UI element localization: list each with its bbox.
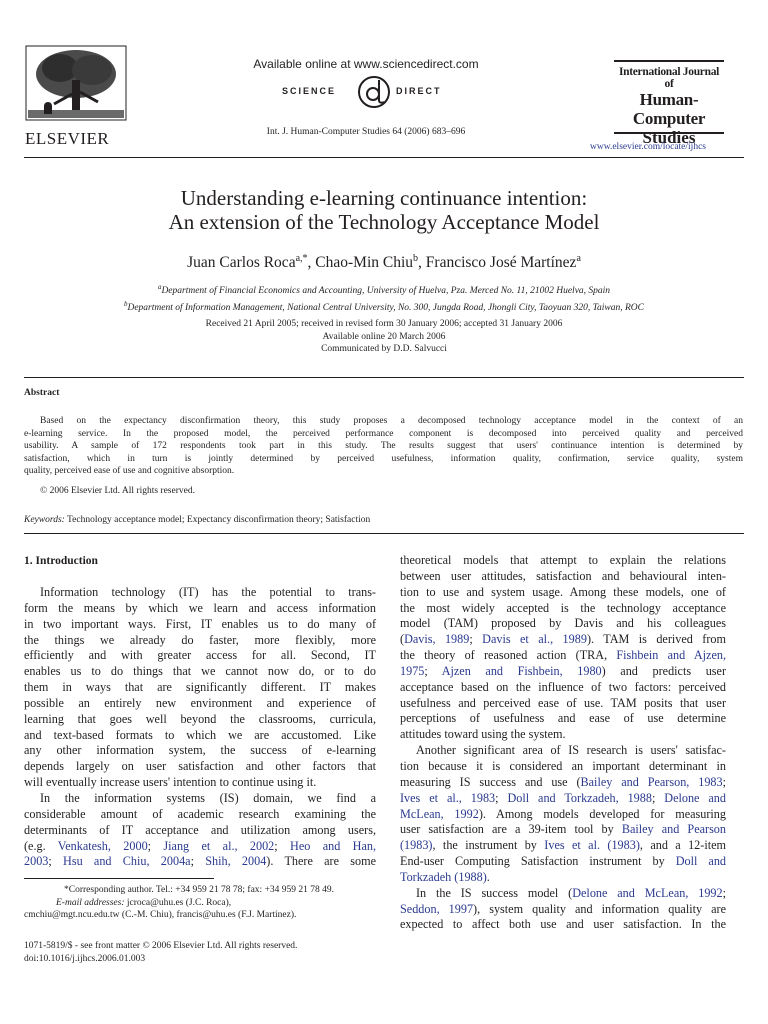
journal-name-line3: Studies (642, 128, 696, 147)
text-line (24, 839, 376, 855)
text-span: the most widely accepted is the technology acceptance (400, 600, 726, 615)
available-date: Available online 20 March 2006 (322, 331, 446, 342)
text-line (24, 712, 376, 728)
author-separator: , (418, 254, 426, 272)
email-line2: cmchiu@mgt.ncu.edu.tw (C.-M. Chiu), francis@uhu.es (F.J. Martínez). (24, 910, 297, 920)
sciencedirect-at-icon (356, 74, 392, 110)
text-span: considerable amount of academic research examining the (24, 806, 376, 821)
text-line (400, 711, 726, 727)
citation-link[interactable]: Seddon, 1997 (400, 901, 474, 916)
abstract-line: satisfaction, which in turn is jointly determined by perceived usefulness, information quality, confirmation, service quality, system (24, 453, 743, 464)
text-span: enables us to do things that we cannot now do, or to do (24, 664, 376, 679)
elsevier-logo (24, 44, 128, 148)
text-line (24, 791, 376, 807)
journal-reference: Int. J. Human-Computer Studies 64 (2006) 683–696 (266, 127, 466, 137)
abstract-top-divider (24, 377, 744, 378)
abstract-heading: Abstract (24, 388, 60, 398)
abstract-bottom-divider (24, 533, 744, 534)
text-span: Information technology (IT) has the potential to trans- (40, 585, 376, 599)
journal-url-link[interactable]: www.elsevier.com/locate/ijhcs (590, 142, 706, 152)
citation-link[interactable]: Venkatesh, 2000 (57, 838, 148, 853)
text-span: ) and predicts user (601, 663, 727, 678)
citation-link[interactable]: Torkzadeh (1988) (400, 869, 487, 884)
text-line (400, 791, 726, 807)
text-line (400, 727, 726, 743)
text-span: ; (469, 632, 483, 647)
text-span: ; (495, 790, 508, 805)
elsevier-tree-icon (24, 44, 128, 122)
text-span: efficiently and with greater access for all. Second, IT (24, 648, 376, 663)
text-span: ). TAM is derived from (586, 632, 726, 647)
intro-right-column (400, 553, 726, 933)
text-line (400, 664, 726, 680)
text-line (24, 823, 376, 839)
text-span: ; (147, 838, 164, 853)
citation-link[interactable]: McLean, 1992 (400, 806, 479, 821)
text-line (24, 743, 376, 759)
text-span: ; (651, 790, 665, 805)
text-span: usefulness and perceived ease of use. TAM posits that user (400, 695, 726, 710)
abstract-copyright: © 2006 Elsevier Ltd. All rights reserved. (40, 486, 195, 496)
text-line (24, 775, 376, 791)
publisher-name: ELSEVIER (25, 129, 110, 148)
text-line (400, 807, 726, 823)
affiliations (24, 281, 744, 314)
text-span: in two important ways. First, IT enables us to do many of (24, 616, 376, 631)
text-line (24, 601, 376, 617)
text-line (400, 632, 726, 648)
text-span: ). Among models developed for measuring (478, 806, 726, 821)
communicated-by: Communicated by D.D. Salvucci (321, 344, 447, 354)
citation-link[interactable]: 1975 (400, 663, 425, 678)
text-span: tion because it is considered an important determinant in (400, 758, 726, 773)
text-span: ), system quality and information quality are (473, 901, 727, 916)
text-span: tion to use and system usage. Among these models, one of (400, 584, 726, 599)
text-line (400, 648, 726, 664)
text-span: In the IS success model ( (416, 885, 573, 900)
citation-link[interactable]: Delone and McLean, 1992 (572, 885, 723, 900)
citation-link[interactable]: Davis et al., 1989 (482, 632, 587, 647)
abstract-line: usability. A sample of 172 respondents took part in this study. The results suggest that users' continuance intention is determined by (24, 441, 743, 451)
author-affiliation-mark: a,* (295, 253, 308, 264)
title-line2: An extension of the Technology Acceptance Model (168, 210, 600, 234)
intro-left-column (24, 585, 376, 870)
affiliation-mark: b (123, 299, 128, 308)
text-span: the theory of reasoned action (TRA, (400, 648, 617, 663)
text-span: In the information systems (IS) domain, we find a (40, 790, 376, 805)
journal-masthead (614, 60, 724, 147)
abstract-line: Based on the expectancy disconfirmation theory, this study proposes a decomposed technology acceptance model in the context of an (40, 416, 743, 426)
text-line (24, 696, 376, 712)
direct-wordmark: DIRECT (396, 86, 442, 96)
text-span: End-user Computing Satisfaction instrument by (400, 854, 676, 869)
article-title (24, 186, 744, 234)
text-line (24, 759, 376, 775)
text-span: ( (400, 632, 405, 647)
text-line (400, 822, 726, 838)
abstract-line: e-learning service. In the proposed model, the perceived performance component is decomposed into perceived quality and perceived (24, 428, 743, 439)
text-line (24, 807, 376, 823)
text-line (400, 553, 726, 569)
citation-link[interactable]: Doll and Torkzadeh, 1988 (507, 790, 652, 805)
available-online-text: Available online at www.sciencedirect.com (253, 57, 479, 71)
text-span: between user attitudes, satisfaction and behavioural inten- (400, 568, 726, 583)
text-line (400, 838, 726, 854)
text-span: (e.g. (24, 838, 58, 853)
text-line (400, 696, 726, 712)
text-span: the things we already do faster, more flexibly, more (24, 632, 376, 647)
text-span: ; (424, 663, 442, 678)
header-divider (24, 157, 744, 158)
text-span: theoretical models that attempt to explain the relations (400, 553, 726, 567)
author-name: Francisco José Martínez (425, 254, 577, 272)
text-line (400, 601, 726, 617)
citation-link[interactable]: 2003 (24, 854, 49, 869)
text-span: ; (274, 838, 291, 853)
text-line (400, 917, 726, 933)
text-span: ; (722, 774, 726, 789)
text-line (400, 870, 726, 886)
author-separator: , (307, 254, 316, 272)
text-line (24, 680, 376, 696)
corresponding-author: *Corresponding author. Tel.: +34 959 21 78 78; fax: +34 959 21 78 49. (64, 885, 335, 895)
citation-link[interactable]: Ives et al., 1983 (400, 790, 496, 805)
science-wordmark: SCIENCE (282, 86, 337, 96)
text-span: ; (722, 885, 726, 900)
text-span: ; (190, 854, 206, 869)
citation-link[interactable]: Heo and Han, (290, 838, 376, 853)
sciencedirect-logo (272, 74, 472, 110)
text-span: will eventually increase users' intention to continue using it. (24, 775, 317, 790)
text-span: perceptions of usefulness and ease of use determine (400, 711, 726, 726)
keywords-label: Keywords: (24, 515, 65, 525)
citation-link[interactable]: Shih, 2004 (205, 854, 267, 869)
text-span: learning that goes well beyond the classrooms, curricula, (24, 711, 376, 726)
text-line (24, 854, 376, 870)
author-list (24, 253, 744, 272)
text-span: , the instrument by (432, 838, 545, 853)
affiliation-mark: a (157, 283, 162, 291)
keywords-text: Technology acceptance model; Expectancy disconfirmation theory; Satisfaction (67, 515, 371, 525)
text-line (400, 585, 726, 601)
text-span: form the means by which we learn and access information (24, 600, 376, 615)
citation-link[interactable]: Doll and (675, 854, 727, 869)
article-dates (24, 318, 744, 356)
keywords (24, 514, 744, 527)
doi-line: doi:10.1016/j.ijhcs.2006.01.003 (24, 953, 146, 964)
author-name: Chao-Min Chiu (315, 254, 414, 272)
text-line (400, 759, 726, 775)
email-roca: jcroca@uhu.es (J.C. Roca), (126, 897, 232, 908)
text-line (24, 633, 376, 649)
issn-line: 1071-5819/$ - see front matter © 2006 Elsevier Ltd. All rights reserved. (24, 941, 298, 951)
title-line1: Understanding e-learning continuance intention: (180, 186, 588, 210)
author-affiliation-mark: b (413, 253, 419, 264)
text-span: and text-based formats to which we are accustomed. Like (24, 727, 376, 742)
received-dates: Received 21 April 2005; received in revised form 30 January 2006; accepted 31 January 2006 (205, 319, 563, 329)
text-line (400, 680, 726, 696)
citation-link[interactable]: Hsu and Chiu, 2004a (63, 854, 191, 869)
citation-link[interactable]: Bailey and Pearson (621, 822, 726, 837)
affiliation (24, 281, 744, 298)
text-span: determinants of IT acceptance and utilization among users, (24, 822, 376, 837)
text-line (400, 569, 726, 585)
text-span: , and a 12-item (639, 838, 726, 853)
text-line (400, 616, 726, 632)
text-span: possible an entirely new environment and experience of (24, 695, 376, 710)
affiliation (24, 298, 744, 315)
text-span: measuring IS success and use ( (400, 774, 581, 789)
section-heading-introduction: 1. Introduction (24, 555, 98, 567)
text-line (24, 728, 376, 744)
citation-link[interactable]: Ives et al. (1983) (544, 838, 640, 853)
journal-name-line1: International Journal of (618, 66, 720, 90)
text-span: ). There are some (266, 854, 376, 869)
text-span: expected to affect both use and user satisfaction. In the (400, 917, 726, 932)
text-line (24, 585, 376, 601)
abstract-body (24, 415, 743, 478)
email-label: E-mail addresses: (56, 897, 125, 908)
text-span: them in ways that are significantly different. IT makes (24, 680, 376, 695)
citation-link[interactable]: Ajzen and Fishbein, 1980 (441, 663, 602, 678)
text-span: model (TAM) proposed by Davis and his colleagues (400, 616, 726, 631)
text-span: . (486, 869, 490, 884)
email-line1 (24, 897, 376, 910)
footnote-divider (24, 878, 214, 879)
text-span: Another significant area of IS research is users' satisfac- (416, 743, 726, 758)
citation-link[interactable]: Fishbein and Ajzen, (616, 648, 726, 663)
text-line (24, 648, 376, 664)
abstract-line: quality, perceived ease of use and cognitive absorption. (24, 466, 235, 476)
front-matter (24, 940, 376, 965)
text-line (400, 902, 726, 918)
author-name: Juan Carlos Roca (187, 254, 296, 272)
citation-link[interactable]: Jiang et al., 2002 (163, 838, 275, 853)
text-span: depends largely on user satisfaction and other factors that (24, 759, 376, 774)
citation-link[interactable]: Davis, 1989 (404, 632, 470, 647)
text-line (400, 775, 726, 791)
journal-name-line2: Human-Computer (632, 90, 706, 128)
footnotes (24, 884, 376, 922)
citation-link[interactable]: Bailey and Pearson, 1983 (580, 774, 723, 789)
text-span: user satisfaction are a 39-item tool by (400, 822, 622, 837)
affiliation-text: Department of Information Management, National Central University, No. 300, Jungda Road, Jhongli City, Taoyuan 320, Taiwan, ROC (127, 302, 644, 313)
text-span: attitudes toward using the system. (400, 727, 566, 742)
text-span: ; (48, 854, 64, 869)
affiliation-text: Department of Financial Economics and Accounting, University of Huelva, Pza. Merced No. 11, 21002 Huelva, Spain (161, 286, 611, 297)
author-affiliation-mark: a (576, 253, 581, 264)
text-line (400, 854, 726, 870)
text-line (24, 664, 376, 680)
citation-link[interactable]: (1983) (400, 838, 433, 853)
text-span: any other information system, the success of e-learning (24, 743, 376, 758)
text-line (400, 743, 726, 759)
text-line (400, 886, 726, 902)
text-span: acceptance based on the influence of two factors: perceived (400, 679, 726, 694)
text-line (24, 617, 376, 633)
citation-link[interactable]: Delone and (664, 790, 726, 805)
